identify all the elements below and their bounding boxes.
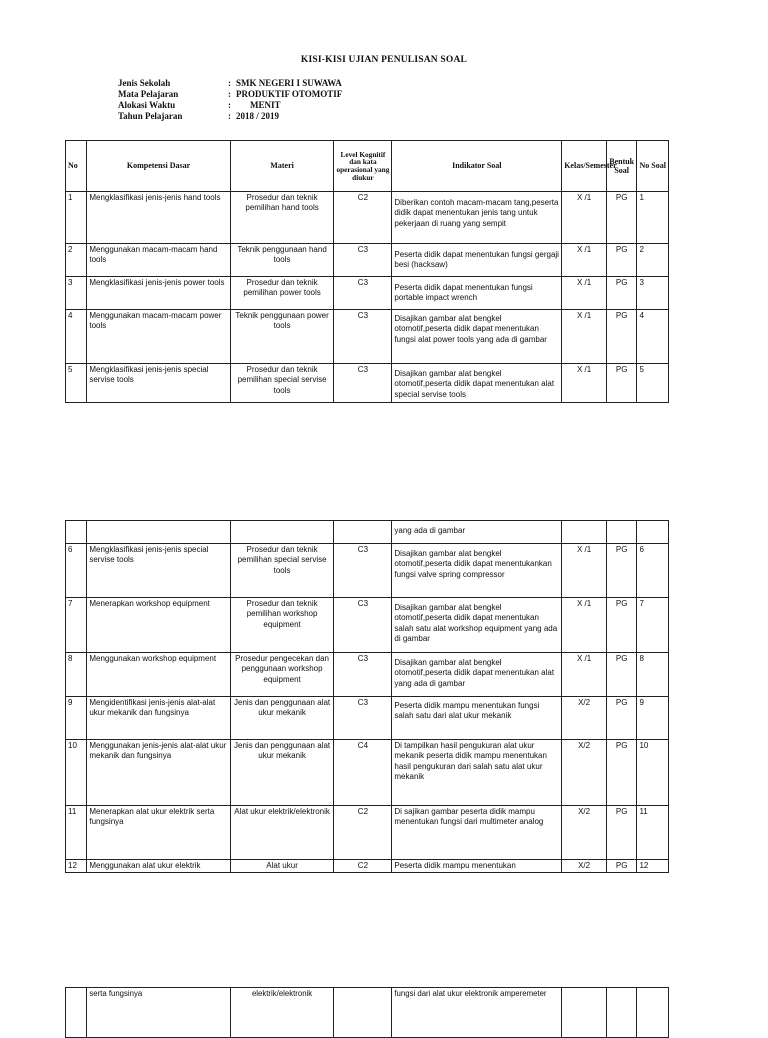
cell-indikator: Disajikan gambar alat bengkel otomotif,peserta didik dapat menentukan salah satu alat workshop equipment yang ada di gambar bbox=[392, 598, 562, 653]
cell-level: C3 bbox=[334, 244, 392, 277]
cell-level: C3 bbox=[334, 277, 392, 310]
cell-kelas: X /1 bbox=[562, 277, 607, 310]
cell-level: C3 bbox=[334, 653, 392, 697]
cell-kelas: X /1 bbox=[562, 598, 607, 653]
cell-no: 8 bbox=[66, 653, 87, 697]
cell-materi: Alat ukur elektrik/elektronik bbox=[230, 806, 334, 860]
cell-indikator: fungsi dari alat ukur elektronik amperemeter bbox=[392, 988, 562, 1038]
meta-value: 2018 / 2019 bbox=[236, 111, 280, 121]
table-row bbox=[66, 806, 669, 860]
cell-kelas: X /1 bbox=[562, 653, 607, 697]
cell-materi: Prosedur dan teknik pemilihan workshop equipment bbox=[230, 598, 334, 653]
cell-kelas: X/2 bbox=[562, 740, 607, 806]
cell-indikator: Peserta didik dapat menentukan fungsi portable impact wrench bbox=[392, 277, 562, 310]
table-row bbox=[66, 740, 669, 806]
cell-indikator: Peserta didik mampu menentukan fungsi salah satu dari alat ukur mekanik bbox=[392, 697, 562, 740]
cell-bentuk: PG bbox=[606, 310, 637, 364]
cell-bentuk: PG bbox=[606, 806, 637, 860]
cell-level: C3 bbox=[334, 544, 392, 598]
table-row bbox=[66, 544, 669, 598]
meta-row-alokasi-waktu bbox=[118, 100, 342, 111]
header-materi: Materi bbox=[230, 141, 334, 192]
meta-row-mata-pelajaran bbox=[118, 89, 342, 100]
cell-no: 5 bbox=[66, 364, 87, 403]
cell-indikator: Peserta didik mampu menentukan bbox=[392, 860, 562, 873]
cell-indikator: Di tampilkan hasil pengukuran alat ukur mekanik peserta didik mampu menentukan hasil pengukuran dari salah satu alat ukur mekanik bbox=[392, 740, 562, 806]
cell-kelas: X /1 bbox=[562, 364, 607, 403]
cell-bentuk: PG bbox=[606, 653, 637, 697]
cell-kelas: X /1 bbox=[562, 192, 607, 244]
cell-no-soal: 11 bbox=[637, 806, 669, 860]
cell-kompetensi bbox=[87, 521, 230, 544]
table-row bbox=[66, 364, 669, 403]
meta-label: Alokasi Waktu bbox=[118, 100, 176, 110]
meta-label: Jenis Sekolah bbox=[118, 78, 171, 88]
meta-row-jenis-sekolah bbox=[118, 78, 342, 89]
meta-label: Tahun Pelajaran bbox=[118, 111, 183, 121]
meta-value: PRODUKTIF OTOMOTIF bbox=[236, 89, 343, 99]
cell-materi bbox=[230, 521, 334, 544]
cell-no-soal: 6 bbox=[637, 544, 669, 598]
table-row bbox=[66, 192, 669, 244]
cell-level: C2 bbox=[334, 860, 392, 873]
cell-kompetensi: Menggunakan macam-macam power tools bbox=[87, 310, 230, 364]
cell-kelas bbox=[562, 521, 607, 544]
cell-no-soal: 5 bbox=[637, 364, 669, 403]
cell-indikator: Diberikan contoh macam-macam tang,peserta didik dapat menentukan jenis tang untuk pekerjaan di ruang yang sempit bbox=[392, 192, 562, 244]
cell-bentuk: PG bbox=[606, 598, 637, 653]
table-row bbox=[66, 310, 669, 364]
kisi-kisi-table-part-1 bbox=[65, 140, 669, 403]
cell-kelas: X/2 bbox=[562, 860, 607, 873]
cell-kompetensi: Menerapkan workshop equipment bbox=[87, 598, 230, 653]
cell-materi: Alat ukur bbox=[230, 860, 334, 873]
cell-materi: Prosedur dan teknik pemilihan hand tools bbox=[230, 192, 334, 244]
cell-no: 12 bbox=[66, 860, 87, 873]
table-row bbox=[66, 244, 669, 277]
meta-colon: : bbox=[228, 89, 231, 99]
header-no: No bbox=[66, 141, 87, 192]
table-row-continuation bbox=[66, 521, 669, 544]
cell-no: 1 bbox=[66, 192, 87, 244]
header-kelas-semester: Kelas/Semester bbox=[562, 141, 607, 192]
header-no-soal: No Soal bbox=[637, 141, 669, 192]
meta-colon: : bbox=[228, 78, 231, 88]
cell-indikator: Peserta didik dapat menentukan fungsi gergaji besi (hacksaw) bbox=[392, 244, 562, 277]
cell-no bbox=[66, 521, 87, 544]
cell-no-soal bbox=[637, 988, 669, 1038]
cell-level bbox=[334, 988, 392, 1038]
cell-indikator: Disajikan gambar alat bengkel otomotif,peserta didik dapat menentukan fungsi alat power tools yang ada di gambar bbox=[392, 310, 562, 364]
cell-indikator: Disajikan gambar alat bengkel otomotif,peserta didik dapat menentukan alat yang ada di gambar bbox=[392, 653, 562, 697]
cell-kompetensi: Mengklasifikasi jenis-jenis power tools bbox=[87, 277, 230, 310]
cell-kompetensi: Menggunakan macam-macam hand tools bbox=[87, 244, 230, 277]
cell-indikator: yang ada di gambar bbox=[392, 521, 562, 544]
cell-level bbox=[334, 521, 392, 544]
cell-no: 10 bbox=[66, 740, 87, 806]
cell-kelas: X /1 bbox=[562, 310, 607, 364]
meta-colon: : bbox=[228, 100, 231, 110]
table-row bbox=[66, 598, 669, 653]
kisi-kisi-table-part-2 bbox=[65, 520, 669, 873]
meta-value: MENIT bbox=[250, 100, 281, 110]
cell-kompetensi: Menerapkan alat ukur elektrik serta fungsinya bbox=[87, 806, 230, 860]
cell-bentuk: PG bbox=[606, 697, 637, 740]
table-row bbox=[66, 697, 669, 740]
cell-no: 2 bbox=[66, 244, 87, 277]
cell-no-soal: 10 bbox=[637, 740, 669, 806]
cell-bentuk: PG bbox=[606, 192, 637, 244]
document-title: KISI-KISI UJIAN PENULISAN SOAL bbox=[300, 55, 468, 65]
cell-no-soal: 12 bbox=[637, 860, 669, 873]
cell-no-soal: 9 bbox=[637, 697, 669, 740]
cell-bentuk: PG bbox=[606, 277, 637, 310]
cell-bentuk: PG bbox=[606, 544, 637, 598]
cell-bentuk bbox=[606, 988, 637, 1038]
cell-kelas: X/2 bbox=[562, 697, 607, 740]
header-bentuk-soal: Bentuk Soal bbox=[606, 141, 637, 192]
cell-no bbox=[66, 988, 87, 1038]
cell-materi: Jenis dan penggunaan alat ukur mekanik bbox=[230, 697, 334, 740]
document-meta bbox=[118, 78, 342, 122]
table-row-continuation bbox=[66, 988, 669, 1038]
cell-no: 4 bbox=[66, 310, 87, 364]
cell-kelas: X/2 bbox=[562, 806, 607, 860]
cell-no-soal: 4 bbox=[637, 310, 669, 364]
cell-level: C3 bbox=[334, 364, 392, 403]
table-row bbox=[66, 277, 669, 310]
cell-no: 7 bbox=[66, 598, 87, 653]
meta-label: Mata Pelajaran bbox=[118, 89, 179, 99]
cell-materi: Teknik penggunaan hand tools bbox=[230, 244, 334, 277]
meta-colon: : bbox=[228, 111, 231, 121]
cell-no: 3 bbox=[66, 277, 87, 310]
cell-no-soal: 1 bbox=[637, 192, 669, 244]
cell-no-soal bbox=[637, 521, 669, 544]
header-indikator-soal: Indikator Soal bbox=[392, 141, 562, 192]
cell-materi: Teknik penggunaan power tools bbox=[230, 310, 334, 364]
cell-no: 6 bbox=[66, 544, 87, 598]
cell-level: C3 bbox=[334, 697, 392, 740]
cell-kompetensi: Menggunakan jenis-jenis alat-alat ukur mekanik dan fungsinya bbox=[87, 740, 230, 806]
cell-bentuk: PG bbox=[606, 740, 637, 806]
header-kompetensi-dasar: Kompetensi Dasar bbox=[87, 141, 230, 192]
cell-kelas bbox=[562, 988, 607, 1038]
cell-kompetensi: Mengklasifikasi jenis-jenis hand tools bbox=[87, 192, 230, 244]
cell-kelas: X /1 bbox=[562, 244, 607, 277]
cell-no-soal: 2 bbox=[637, 244, 669, 277]
cell-kompetensi: Mengklasifikasi jenis-jenis special servise tools bbox=[87, 364, 230, 403]
table-row bbox=[66, 653, 669, 697]
cell-kompetensi: Mengklasifikasi jenis-jenis special servise tools bbox=[87, 544, 230, 598]
cell-indikator: Disajikan gambar alat bengkel otomotif,peserta didik dapat menentukankan fungsi valve spring compressor bbox=[392, 544, 562, 598]
table-row bbox=[66, 860, 669, 873]
meta-value: SMK NEGERI I SUWAWA bbox=[236, 78, 342, 88]
cell-bentuk: PG bbox=[606, 244, 637, 277]
cell-materi: Prosedur dan teknik pemilihan special servise tools bbox=[230, 544, 334, 598]
cell-no-soal: 7 bbox=[637, 598, 669, 653]
cell-materi: Prosedur dan teknik pemilihan special servise tools bbox=[230, 364, 334, 403]
cell-materi: elektrik/elektronik bbox=[230, 988, 334, 1038]
cell-materi: Jenis dan penggunaan alat ukur mekanik bbox=[230, 740, 334, 806]
table-header-row bbox=[66, 141, 669, 192]
cell-materi: Prosedur dan teknik pemilihan power tools bbox=[230, 277, 334, 310]
cell-materi: Prosedur pengecekan dan penggunaan workshop equipment bbox=[230, 653, 334, 697]
cell-bentuk: PG bbox=[606, 364, 637, 403]
cell-level: C3 bbox=[334, 598, 392, 653]
cell-kelas: X /1 bbox=[562, 544, 607, 598]
cell-kompetensi: Mengidentifikasi jenis-jenis alat-alat ukur mekanik dan fungsinya bbox=[87, 697, 230, 740]
header-level-kognitif: Level Kognitif dan kata operasional yang diukur bbox=[334, 141, 392, 192]
cell-kompetensi: Menggunakan workshop equipment bbox=[87, 653, 230, 697]
cell-bentuk bbox=[606, 521, 637, 544]
cell-level: C4 bbox=[334, 740, 392, 806]
cell-indikator: Disajikan gambar alat bengkel otomotif,peserta didik dapat menentukan alat special servise tools bbox=[392, 364, 562, 403]
cell-bentuk: PG bbox=[606, 860, 637, 873]
kisi-kisi-table-part-3 bbox=[65, 987, 669, 1038]
cell-no-soal: 3 bbox=[637, 277, 669, 310]
cell-level: C2 bbox=[334, 806, 392, 860]
cell-level: C3 bbox=[334, 310, 392, 364]
cell-no: 11 bbox=[66, 806, 87, 860]
cell-level: C2 bbox=[334, 192, 392, 244]
cell-kompetensi: Menggunakan alat ukur elektrik bbox=[87, 860, 230, 873]
cell-no: 9 bbox=[66, 697, 87, 740]
cell-kompetensi: serta fungsinya bbox=[87, 988, 230, 1038]
cell-no-soal: 8 bbox=[637, 653, 669, 697]
meta-row-tahun-pelajaran bbox=[118, 111, 342, 122]
cell-indikator: Di sajikan gambar peserta didik mampu menentukan fungsi dari multimeter analog bbox=[392, 806, 562, 860]
